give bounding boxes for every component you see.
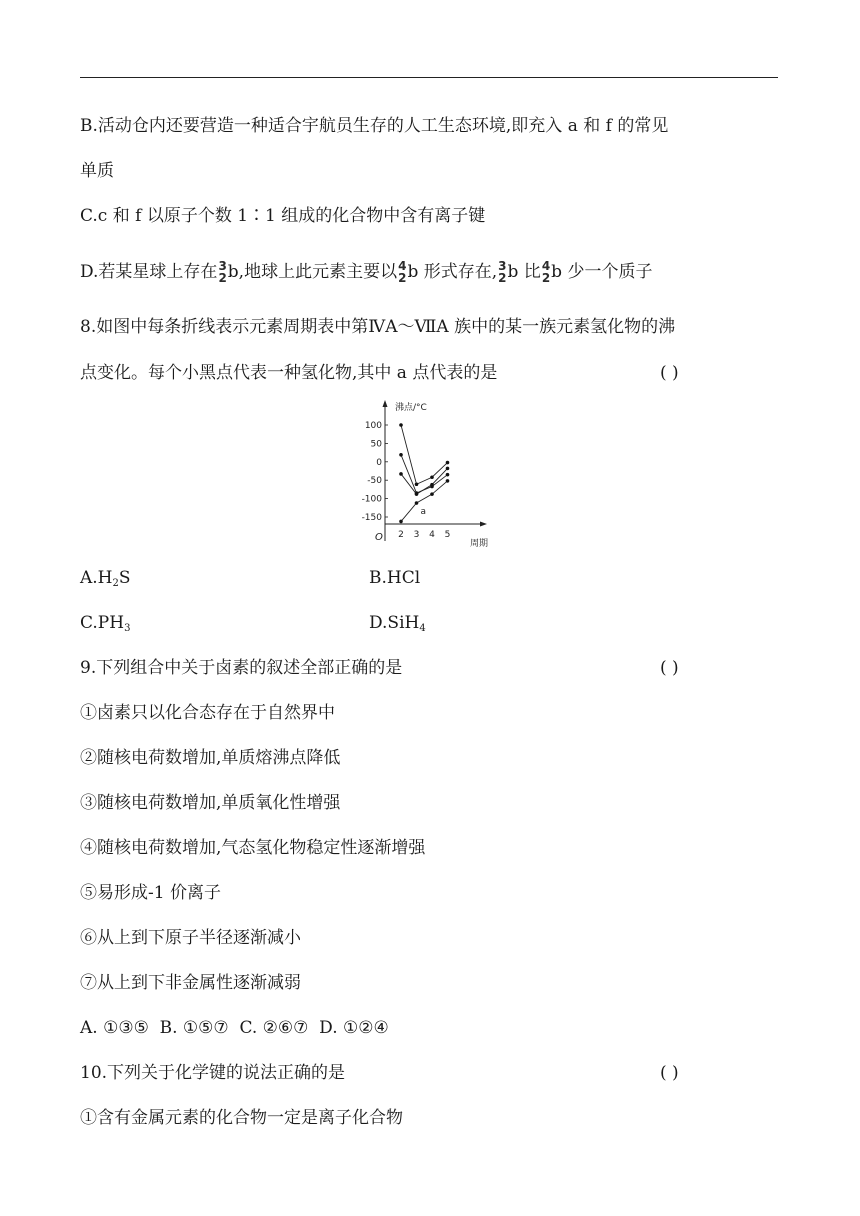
data-point: [399, 520, 403, 524]
data-point: [430, 475, 434, 479]
question-8-line-2: 点变化。每个小黑点代表一种氢化物,其中 a 点代表的是: [80, 363, 498, 383]
q9-statement-3: ③随核电荷数增加,单质氧化性增强: [80, 793, 341, 813]
option-d-line: [80, 260, 652, 285]
q8-option-a: $A.H_2S$: [80, 568, 131, 589]
q10-statement-1: ①含有金属元素的化合物一定是离子化合物: [80, 1108, 403, 1128]
data-point: [446, 467, 450, 471]
x-axis-arrow: [480, 522, 487, 527]
isotope-notation-1: 3 2: [218, 258, 227, 285]
q9-statement-5: ⑤易形成-1 价离子: [80, 883, 221, 903]
q8-option-c: $C.PH_3$: [80, 613, 131, 634]
option-d-text-3: b 形式存在,: [407, 262, 498, 282]
q9-statement-4: ④随核电荷数增加,气态氢化物稳定性逐渐增强: [80, 838, 426, 858]
y-tick-label: 0: [376, 457, 382, 468]
data-point: [399, 423, 403, 427]
question-10-stem: 10.下列关于化学键的说法正确的是: [80, 1063, 346, 1083]
q9-statement-1: ①卤素只以化合态存在于自然界中: [80, 703, 335, 723]
y-tick-label: -150: [361, 513, 382, 523]
y-axis-label: 沸点/°C: [395, 403, 427, 413]
x-tick-label: 4: [429, 530, 435, 540]
x-tick-label: 2: [398, 530, 404, 540]
y-tick-label: -50: [367, 476, 382, 487]
answer-blank-q9: ( ): [660, 658, 679, 678]
y-axis-arrow: [383, 400, 388, 407]
data-point: [415, 482, 419, 486]
data-point: [446, 461, 450, 465]
isotope-notation-3: 3 2: [498, 258, 507, 285]
q9-statement-6: ⑥从上到下原子半径逐渐减小: [80, 928, 301, 948]
answer-blank-q10: ( ): [660, 1063, 679, 1083]
option-c-line: C.c 和 f 以原子个数 1∶1 组成的化合物中含有离子键: [80, 206, 486, 226]
data-point: [415, 501, 419, 505]
x-tick-label: 5: [444, 530, 451, 540]
isotope-notation-2: 4 2: [398, 258, 407, 285]
y-tick-label: -100: [361, 494, 382, 505]
option-d-text-4: b 比: [507, 262, 541, 282]
data-point: [446, 473, 450, 477]
question-9-stem: 9.下列组合中关于卤素的叙述全部正确的是: [80, 658, 403, 678]
answer-blank-q8: ( ): [660, 363, 679, 383]
x-axis-label: 周期: [470, 539, 489, 549]
option-b-line-1: B.活动仓内还要营造一种适合宇航员生存的人工生态环境,即充入 a 和 f 的常见: [80, 116, 669, 136]
data-point: [399, 472, 403, 476]
q9-statement-7: ⑦从上到下非金属性逐渐减弱: [80, 973, 301, 993]
q9-options: A. ①③⑤ B. ①⑤⑦ C. ②⑥⑦ D. ①②④: [80, 1018, 389, 1038]
option-d-text-2: b,地球上此元素主要以: [227, 262, 398, 282]
data-point: [446, 479, 450, 483]
q8-option-d: D.SiH$_4$: [369, 613, 426, 634]
option-d-text-5: b 少一个质子: [551, 262, 653, 282]
data-point: [399, 453, 403, 457]
option-b-line-2: 单质: [80, 161, 114, 181]
y-tick-label: 50: [370, 439, 382, 450]
q9-statement-2: ②随核电荷数增加,单质熔沸点降低: [80, 748, 341, 768]
isotope-notation-4: 4 2: [541, 258, 551, 285]
question-8-line-1: 8.如图中每条折线表示元素周期表中第ⅣA～ⅦA 族中的某一族元素氢化物的沸: [80, 317, 676, 337]
origin-label: O: [375, 532, 383, 543]
data-point: [430, 492, 434, 496]
boiling-point-chart: [355, 396, 505, 550]
point-a-label: a: [420, 507, 427, 518]
header-rule: [80, 77, 778, 78]
x-tick-label: 3: [413, 530, 420, 540]
y-tick-label: 100: [364, 421, 382, 431]
data-point: [430, 483, 434, 487]
data-point: [415, 492, 419, 496]
option-d-text-1: D.若某星球上存在: [80, 262, 218, 282]
q8-option-b: B.HCl: [369, 568, 421, 588]
